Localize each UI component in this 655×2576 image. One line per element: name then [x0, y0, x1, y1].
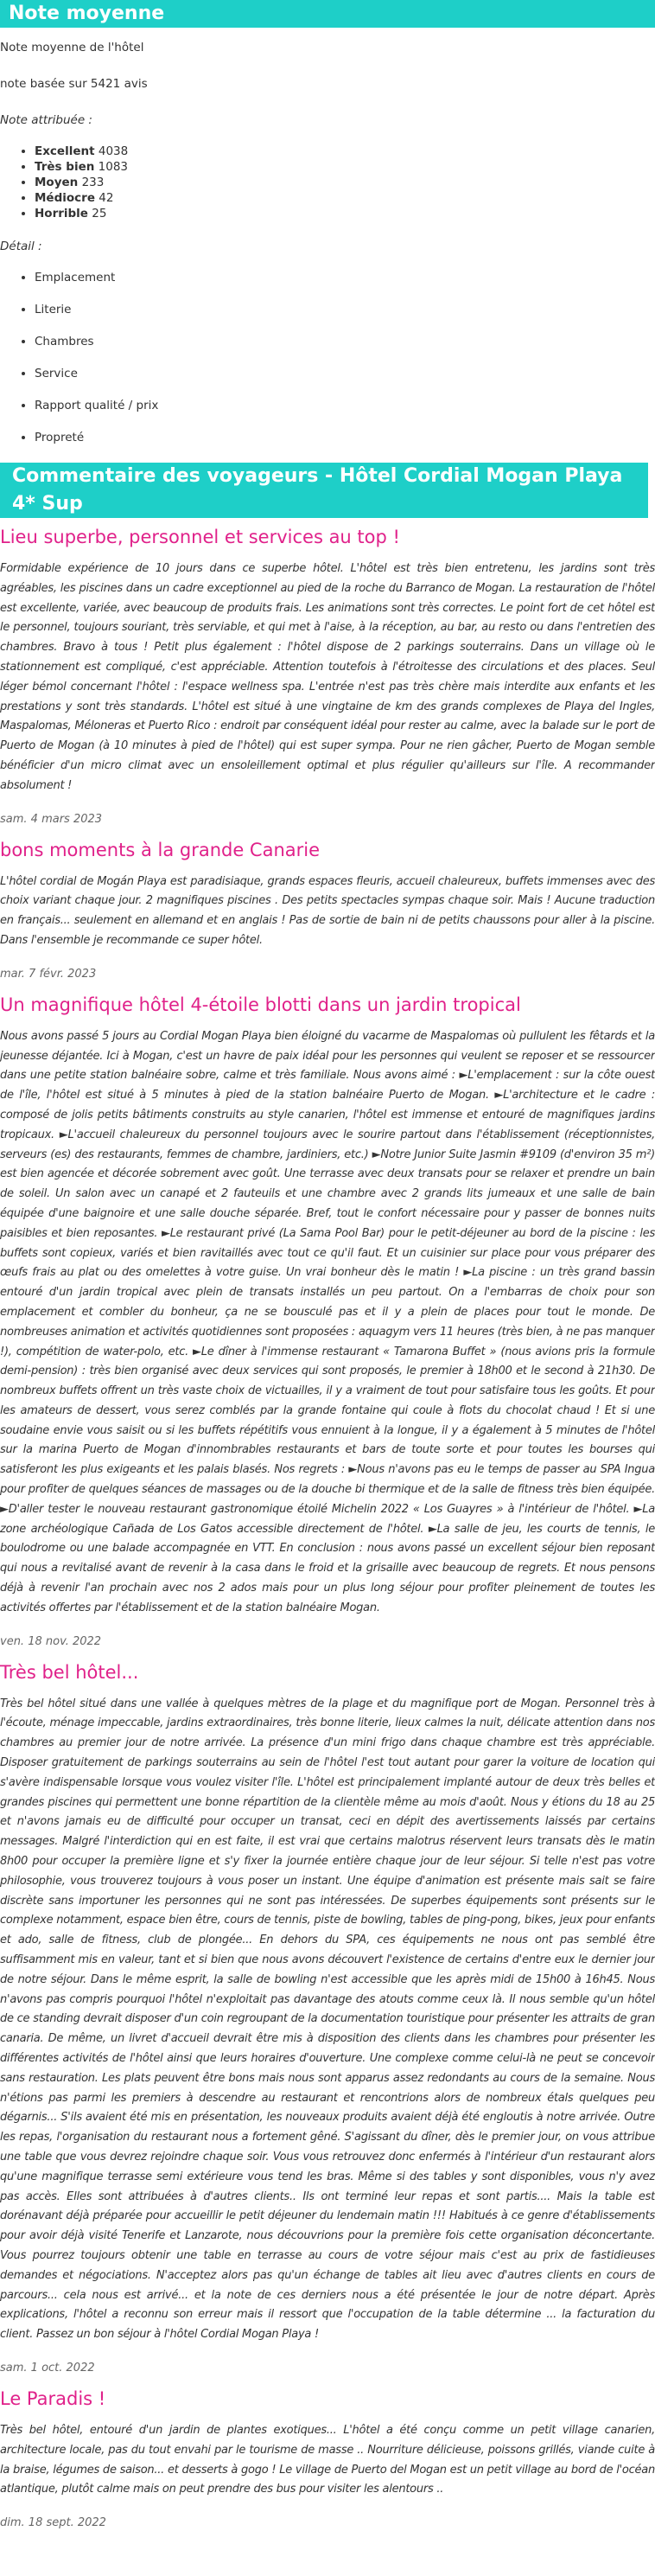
review-item — [0, 993, 655, 1650]
rating-count: 1083 — [98, 160, 128, 174]
review-item — [0, 2387, 655, 2531]
review-count-line: note basée sur 5421 avis — [0, 77, 148, 91]
rating-tres-bien — [35, 159, 655, 175]
rating-summary — [0, 40, 655, 445]
review-title: Le Paradis ! — [0, 2387, 106, 2409]
detail-item: • Rapport qualité / prix — [35, 398, 655, 413]
review-title: Un magnifique hôtel 4-étoile blotti dans un jardin tropical — [0, 994, 521, 1015]
detail-item: • Service — [35, 366, 655, 381]
review-date: sam. 1 oct. 2022 — [0, 2361, 95, 2375]
rating-excellent — [35, 144, 655, 159]
rating-count: 4038 — [98, 144, 129, 158]
review-text: Très bel hôtel situé dans une vallée à quelques mètres de la plage et du magnifique port de Mogan. Personnel très à l'écoute, ménage impeccable, jardins extraordinaires, très bonne literie, lieux calmes la nuit, délicate attention dans nos chambres au premier jour de notre arrivée. La présence d'un mini frigo dans chaque chambre est très appréciable. Disposer gratuitement de parkings souterrains au sein de l'hôtel l'est tout autant pour garer la voiture de location qui s'avère indispensable lorsque vous voulez visiter l'île. L'hôtel est principalement implanté autour de deux très belles et grandes piscines qui permettent une bonne répartition de la clientèle même au mois d'août. Nous y étions du 18 au 25 et n'avons jamais eu de difficulté pour occuper un transat, ceci en dépit des avertissements laissés par certains messages. Malgré l'interdiction qui en est faite, il est vrai que certains malotrus réservent leurs transats dès le matin 8h00 pour occuper la première ligne et s'y fixer la journée entière chaque jour de leur séjour. Si telle n'est pas votre philosophie, vous trouverez toujours à vous poser un instant. Une équipe d'animation est présente mais sait se faire discrète sans importuner les personnes qui ne sont pas intéressées. De superbes équipements sont présents sur le complexe notamment, espace bien être, cours de tennis, piste de bowling, tables de ping-pong, bikes, jeux pour enfants et ado, salle de fitness, club de plongée... En dehors du SPA, ces équipements ne nous ont pas semblé être suffisamment mis en valeur, tant et si bien que nous avons découvert l'existence de certains d'entre eux le dernier jour de notre séjour. Dans le même esprit, la salle de bowling n'est accessible que les après midi de 15h00 à 16h45. Nous n'avons pas compris pourquoi l'hôtel n'exploitait pas davantage des atouts comme ceux là. Il nous semble qu'un hôtel de ce standing devrait disposer d'un coin regroupant de la documentation touristique pour présenter les attraits de gran canaria. De même, un livret d'accueil devrait être mis à disposition des clients dans les chambres pour présenter les différentes activités de l'hôtel ainsi que leurs horaires d'ouverture. Une complexe comme celui-là ne peut se concevoir sans restauration. Les plats peuvent être bons mais nous sont apparus assez redondants au cours de la semaine. Nous n'étions pas parmi les premiers à descendre au restaurant et rencontrions alors de nombreux étals quelques peu dégarnis... S'ils avaient été mis en présentation, les nouveaux produits avaient déjà été engloutis à notre arrivée. Outre les repas, l'organisation du restaurant nous a fortement gêné. S'agissant du dîner, dès le premier jour, on vous attribue une table que vous devrez rejoindre chaque soir. Vous vous retrouvez donc enfermés à l'intérieur d'un restaurant alors qu'une magnifique terrasse semi extérieure vous tend les bras. Même si des tables y sont disponibles, vous n'y avez pas accès. Elles sont attribuées à d'autres clients.. Ils ont terminé leur repas et sont partis.... Mais la table est dorénavant déjà préparée pour accueillir le petit déjeuner du lendemain matin !!! Habitués à ce genre d'établissements pour avoir déjà visité Tenerife et Lanzarote, nous découvrions pour la première fois cette organisation déconcertante. Vous pourrez toujours obtenir une table en terrasse au cours de votre séjour mais c'est au prix de fastidieuses demandes et négociations. N'acceptez alors pas qu'un échange de tables ait lieu avec d'autres clients en cours de parcours... cela nous est arrivé... et la note de ces derniers nous a été présentée le jour de notre départ. Après explications, l'hôtel a reconnu son erreur mais il ressort que l'occupation de la table détermine ... la facturation du client. Passez un bon séjour à l'hôtel Cordial Mogan Playa ! — [0, 1697, 655, 2342]
attributed-rating-label: Note attribuée : — [0, 113, 92, 127]
review-title: Très bel hôtel... — [0, 1661, 139, 1683]
rating-label: Horrible — [35, 207, 88, 221]
review-item — [0, 525, 655, 828]
rating-horrible — [35, 206, 655, 221]
review-text: Nous avons passé 5 jours au Cordial Mogan Playa bien éloigné du vacarme de Maspalomas où pullulent les fêtards et la jeunesse déjantée. Ici à Mogan, c'est un havre de paix idéal pour les personnes qui veulent se reposer et se ressourcer dans une petite station balnéaire sobre, calme et très familiale. Nous avons aimé : ►L'emplacement : sur la côte ouest de l'île, l'hôtel est situé à 5 minutes à pied de la station balnéaire Puerto de Mogan. ►L'architecture et le cadre : composé de jolis petits bâtiments construits au style canarien, l'hôtel est immense et entouré de magnifiques jardins tropicaux. ►L'accueil chaleureux du personnel toujours avec le sourire partout dans l'établissement (réceptionnistes, serveurs (es) des restaurants, femmes de chambre, jardiniers, etc.) ►Notre Junior Suite Jasmin #9109 (d'environ 35 m²) est bien agencée et décorée sobrement avec goût. Une terrasse avec deux transats pour se relaxer et prendre un bain de soleil. Un salon avec un canapé et 2 fauteuils et une chambre avec 2 grands lits jumeaux et une salle de bain équipée d'une baignoire et une salle douche séparée. Bref, tout le confort nécessaire pour y passer de bonnes nuits paisibles et bien reposantes. ►Le restaurant privé (La Sama Pool Bar) pour le petit-déjeuner au bord de la piscine : les buffets sont copieux, variés et bien ravitaillés avec tout ce qu'il faut. Et un cuisinier sur place pour vous préparer des œufs frais au plat ou des omelettes à votre guise. Un vrai bonheur dès le matin ! ►La piscine : un très grand bassin entouré d'un jardin tropical avec plein de transats installés un peu partout. On a l'embarras de choix pour son emplacement et combler du bonheur, ça ne se bousculé pas et il y a plein de places pour tout le monde. De nombreuses animation et activités quotidiennes sont proposées : aquagym vers 11 heures (très bien, à ne pas manquer !), compétition de water-polo, etc. ►Le dîner à l'immense restaurant « Tamarona Buffet » (nous avions pris la formule demi-pension) : très bien organisé avec deux services qui sont proposés, le premier à 18h00 et le second à 21h30. De nombreux buffets offrent un très vaste choix de victuailles, il y a vraiment de tout pour satisfaire tous les goûts. Et pour les amateurs de dessert, vous serez comblés par la grande fontaine qui coule à flots du chocolat chaud ! Et si une soudaine envie vous saisit ou si les buffets répétitifs vous ennuient à la longue, il y a également à 5 minutes de l'hôtel sur la marina Puerto de Mogan d'innombrables restaurants et bars de toute sorte et pour toutes les bourses qui satisferont les plus exigeants et les palais blasés. Nos regrets : ►Nous n'avons pas eu le temps de passer au SPA Ingua pour profiter de quelques séances de massages ou de la douche bi thermique et de la salle de fitness très bien équipée. ►D'aller tester le nouveau restaurant gastronomique étoilé Michelin 2022 « Los Guayres » à l'intérieur de l'hôtel. ►La zone archéologique Cañada de Los Gatos accessible directement de l'hôtel. ►La salle de jeu, les courts de tennis, le boulodrome ou une balade accompagnée en VTT. En conclusion : nous avons passé un excellent séjour bien reposant qui nous a revitalisé avant de revenir à la casa dans le froid et la grisaille avec beaucoup de regrets. Et nous pensons déjà à revenir l'an prochain avec nos 2 ados mais pour un plus long séjour pour profiter pleinement de toutes les activités offertes par l'établissement et de la station balnéaire Mogan. — [0, 1029, 655, 1614]
rating-count: 25 — [92, 207, 107, 221]
traveler-reviews-header: Commentaire des voyageurs - Hôtel Cordial Mogan Playa 4* Sup — [0, 463, 648, 518]
review-date: ven. 18 nov. 2022 — [0, 1634, 102, 1648]
detail-label: Détail : — [0, 240, 42, 253]
review-title: bons moments à la grande Canarie — [0, 839, 321, 860]
rating-label: Excellent — [35, 144, 95, 158]
review-text: Très bel hôtel, entouré d'un jardin de plantes exotiques... L'hôtel a été conçu comme un petit village canarien, architecture locale, pas du tout envahi par le tourisme de masse .. Nourriture délicieuse, poissons grillés, viande cuite à la braise, légumes de saison... et desserts à gogo ! Le village de Puerto del Mogan est un petit village au bord de l'océan atlantique, plutôt calme mais on peut prendre des bus pour visiter les alentours .. — [0, 2423, 655, 2496]
detail-list — [0, 270, 655, 445]
average-rating-line: Note moyenne de l'hôtel — [0, 41, 144, 54]
detail-item: • Emplacement — [35, 270, 655, 285]
review-text: Formidable expérience de 10 jours dans ce superbe hôtel. L'hôtel est très bien entretenu, les jardins sont très agréables, les piscines dans un cadre exceptionnel au pied de la roche du Barranco de Mogan. La restauration de l'hôtel est excellente, variée, avec beaucoup de produits frais. Les animations sont très correctes. Le point fort de cet hôtel est le personnel, toujours souriant, très serviable, et qui met à l'aise, à la réception, au bar, au resto ou dans l'entretien des chambres. Bravo à tous ! Petit plus également : l'hôtel dispose de 2 parkings souterrains. Dans un village où le stationnement est compliqué, c'est appréciable. Attention toutefois à l'étroitesse des circulations et des places. Seul léger bémol concernant l'hôtel : l'espace wellness spa. L'entrée n'est pas très chère mais interdite aux enfants et les prestations y sont très standards. L'hôtel est situé à une vingtaine de km des grands complexes de Playa del Ingles, Maspalomas, Méloneras et Puerto Rico : endroit par conséquent idéal pour rester au calme, avec la balade sur le port de Puerto de Mogan (à 10 minutes à pied de l'hôtel) qui est super sympa. Pour ne rien gâcher, Puerto de Mogan semble bénéficier d'un micro climat avec un ensoleillement optimal et plus régulier qu'ailleurs sur l'île. A recommander absolument ! — [0, 562, 655, 792]
rating-moyen — [35, 175, 655, 190]
average-rating-header: Note moyenne — [0, 0, 655, 28]
rating-breakdown-list — [0, 144, 655, 221]
review-date: mar. 7 févr. 2023 — [0, 967, 97, 981]
review-date: sam. 4 mars 2023 — [0, 812, 103, 826]
detail-item: • Chambres — [35, 334, 655, 349]
rating-count: 42 — [99, 191, 114, 205]
review-item — [0, 838, 655, 982]
rating-count: 233 — [81, 176, 105, 189]
rating-mediocre — [35, 190, 655, 206]
review-text: L'hôtel cordial de Mogán Playa est paradisiaque, grands espaces fleuris, accueil chaleureux, buffets immenses avec des choix variant chaque jour. 2 magnifiques piscines . Des petits spectacles sympas chaque soir. Mais ! Aucune traduction en français... seulement en allemand et en anglais ! Pas de sortie de bain ni de petits chaussons pour aller à la piscine. Dans l'ensemble je recommande ce super hôtel. — [0, 874, 655, 947]
rating-label: Très bien — [35, 160, 95, 174]
detail-item: • Propreté — [35, 430, 655, 445]
review-item — [0, 1660, 655, 2376]
rating-label: Moyen — [35, 176, 79, 189]
detail-item: • Literie — [35, 302, 655, 317]
review-title: Lieu superbe, personnel et services au top ! — [0, 527, 400, 547]
review-date: dim. 18 sept. 2022 — [0, 2516, 106, 2530]
rating-label: Médiocre — [35, 191, 95, 205]
